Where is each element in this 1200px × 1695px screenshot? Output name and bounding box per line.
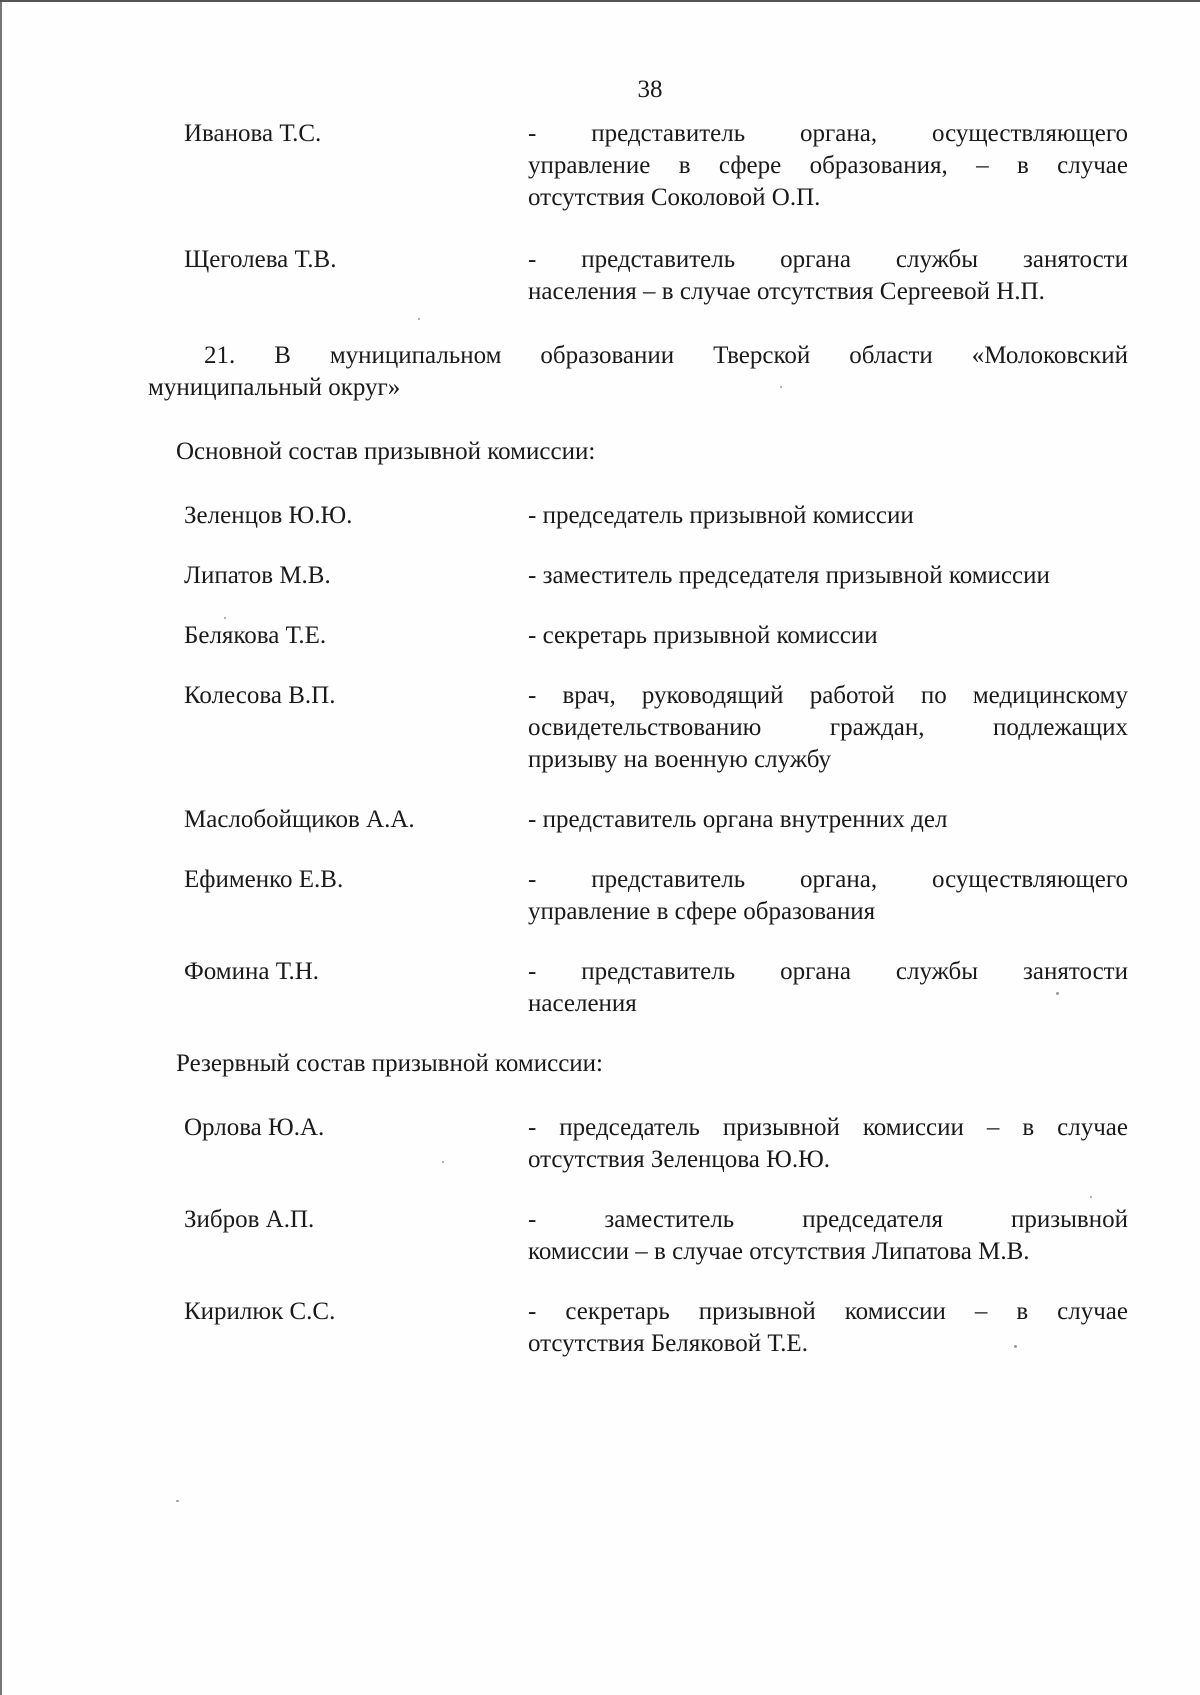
member-role-line: - председатель призывной комиссии xyxy=(528,502,914,529)
member-name: Иванова Т.С. xyxy=(184,120,322,147)
scan-speck xyxy=(1090,1196,1092,1198)
member-role-line: - председатель призывной комиссии – в случае xyxy=(528,1114,1128,1141)
commission-member-entry xyxy=(176,620,1128,652)
commission-member-entry xyxy=(176,1204,1128,1268)
member-name: Зибров А.П. xyxy=(184,1206,315,1233)
paragraph-21 xyxy=(148,340,1128,404)
commission-member-entry xyxy=(176,1296,1128,1360)
scan-edge-left xyxy=(0,0,2,1695)
member-role-line: отсутствия Беляковой Т.Е. xyxy=(528,1330,808,1357)
reserve-entries-list xyxy=(176,1112,1128,1360)
main-composition-heading: Основной состав призывной комиссии: xyxy=(176,438,596,465)
member-role-line: - представитель органа службы занятости xyxy=(528,246,1128,273)
commission-member-entry xyxy=(176,118,1128,214)
member-role-line: - секретарь призывной комиссии xyxy=(528,622,878,649)
member-name: Щеголева Т.В. xyxy=(184,246,337,273)
member-role-line: комиссии – в случае отсутствия Липатова М.В. xyxy=(528,1238,1030,1265)
member-role xyxy=(528,1112,1128,1176)
member-role-line: - представитель органа, осуществляющего xyxy=(528,120,1128,147)
initial-entries-list xyxy=(176,118,1128,308)
commission-member-entry xyxy=(176,804,1128,836)
scan-speck xyxy=(176,1500,179,1502)
member-name: Ефименко Е.В. xyxy=(184,866,344,893)
reserve-composition-heading: Резервный состав призывной комиссии: xyxy=(176,1050,603,1077)
member-role xyxy=(528,1296,1128,1360)
member-name: Кирилюк С.С. xyxy=(184,1298,336,1325)
member-name: Орлова Ю.А. xyxy=(184,1114,325,1141)
commission-member-entry xyxy=(176,864,1128,928)
member-name: Липатов М.В. xyxy=(184,562,331,589)
scan-speck xyxy=(442,1161,444,1163)
scan-speck xyxy=(1014,1345,1017,1348)
scan-speck xyxy=(1056,992,1059,995)
commission-member-entry xyxy=(176,956,1128,1020)
member-role-line: - заместитель председателя призывной xyxy=(528,1206,1128,1233)
member-role xyxy=(528,560,1128,592)
member-role xyxy=(528,500,1128,532)
member-role xyxy=(528,1204,1128,1268)
member-role xyxy=(528,804,1128,836)
commission-member-entry xyxy=(176,244,1128,308)
member-role-line: населения – в случае отсутствия Сергеевой Н.П. xyxy=(528,278,1045,305)
paragraph-21-line-1: 21. В муниципальном образовании Тверской области «Молоковский xyxy=(204,342,1128,369)
commission-member-entry xyxy=(176,680,1128,776)
member-role-line: - представитель органа службы занятости xyxy=(528,958,1128,985)
member-role-line: населения xyxy=(528,990,637,1017)
main-entries-list xyxy=(176,500,1128,1020)
member-role xyxy=(528,680,1128,776)
commission-member-entry xyxy=(176,1112,1128,1176)
paragraph-21-line-2: муниципальный округ» xyxy=(148,374,401,401)
member-role-line: - представитель органа, осуществляющего xyxy=(528,866,1128,893)
scan-edge-top xyxy=(0,0,1200,2)
member-name: Белякова Т.Е. xyxy=(184,622,327,649)
member-name: Колесова В.П. xyxy=(184,682,336,709)
page-number: 38 xyxy=(637,76,663,103)
member-role-line: - врач, руководящий работой по медицинскому xyxy=(528,682,1128,709)
member-role-line: освидетельствованию граждан, подлежащих xyxy=(528,714,1128,741)
member-role-line: отсутствия Соколовой О.П. xyxy=(528,184,821,211)
member-role-line: призыву на военную службу xyxy=(528,746,832,773)
member-role-line: - заместитель председателя призывной комиссии xyxy=(528,562,1050,589)
scan-speck xyxy=(418,318,420,320)
member-role xyxy=(528,244,1128,308)
scan-speck xyxy=(780,386,782,388)
member-name: Фомина Т.Н. xyxy=(184,958,320,985)
member-role xyxy=(528,620,1128,652)
member-role xyxy=(528,118,1128,214)
member-role xyxy=(528,864,1128,928)
member-role xyxy=(528,956,1128,1020)
commission-member-entry xyxy=(176,560,1128,592)
member-role-line: отсутствия Зеленцова Ю.Ю. xyxy=(528,1146,831,1173)
member-name: Зеленцов Ю.Ю. xyxy=(184,502,353,529)
member-role-line: - представитель органа внутренних дел xyxy=(528,806,948,833)
member-name: Маслобойщиков А.А. xyxy=(184,806,415,833)
member-role-line: - секретарь призывной комиссии – в случае xyxy=(528,1298,1128,1325)
document-body xyxy=(148,118,1128,1360)
scan-speck xyxy=(224,617,226,619)
member-role-line: управление в сфере образования, – в случае xyxy=(528,152,1128,179)
member-role-line: управление в сфере образования xyxy=(528,898,876,925)
commission-member-entry xyxy=(176,500,1128,532)
